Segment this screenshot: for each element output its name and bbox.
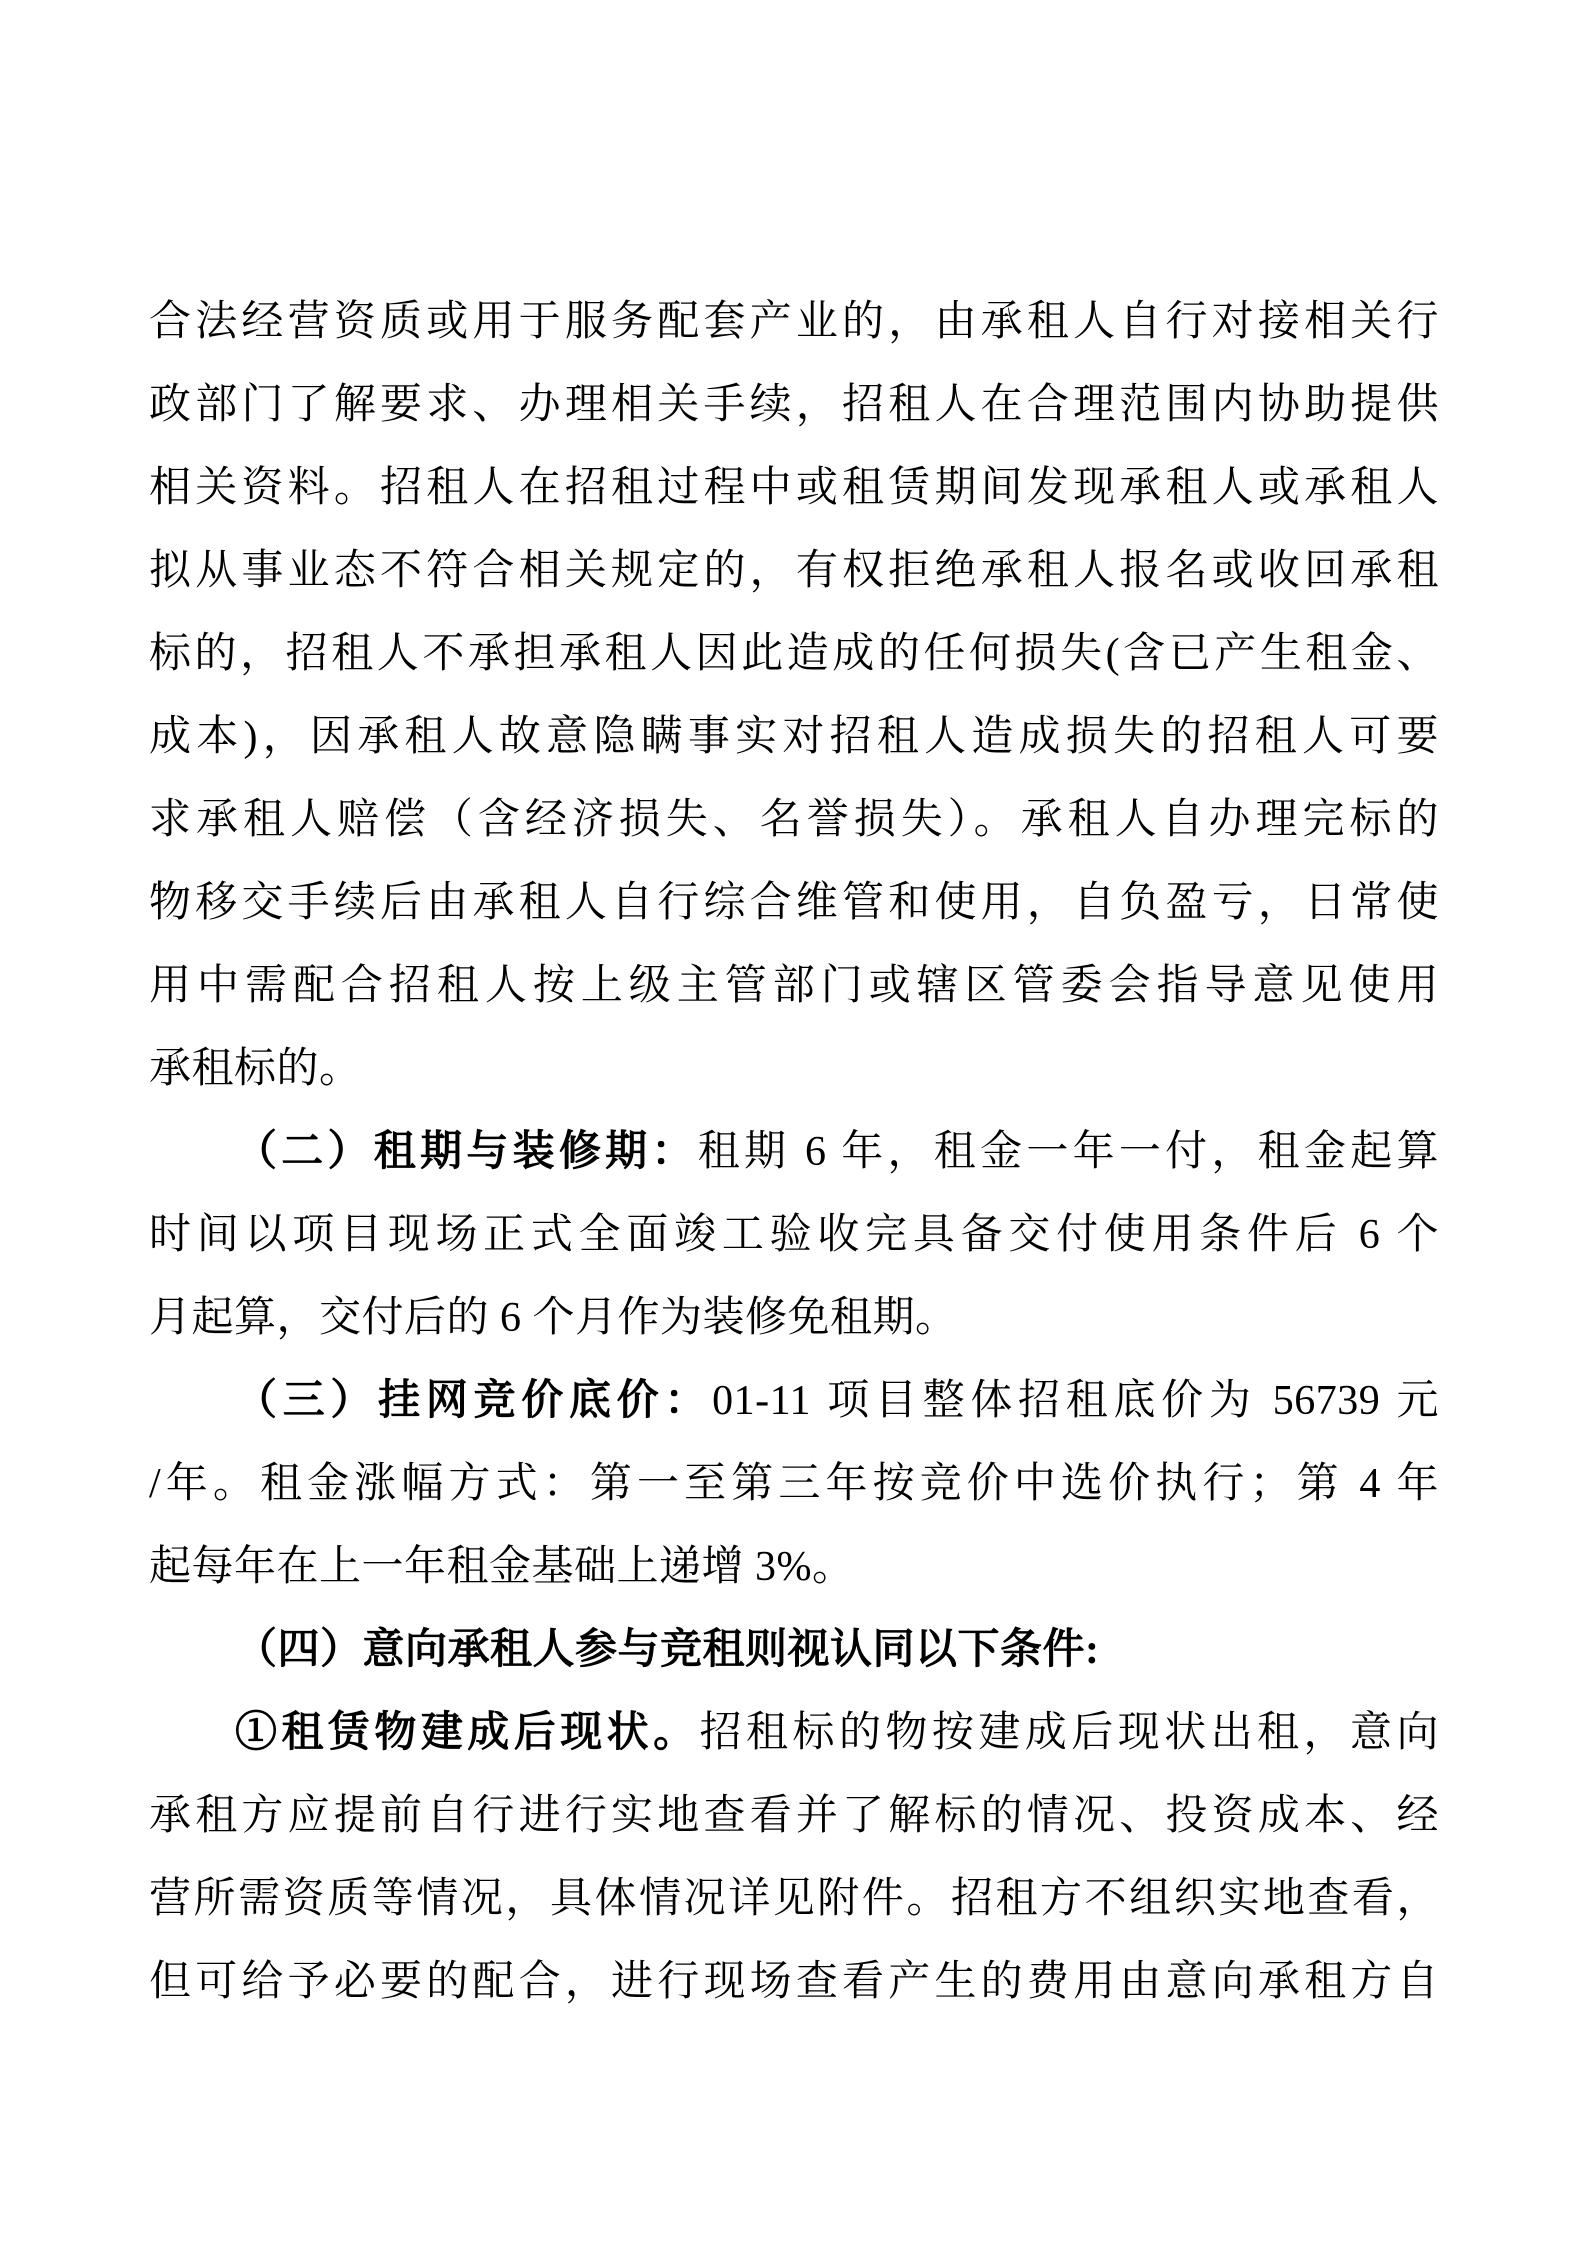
text-segment: 相关资料。招租人在招租过程中或租赁期间发现承租人或承租人: [149, 465, 1439, 511]
bold-text-segment: （四）意向承租人参与竞租则视认同以下条件:: [235, 1627, 1100, 1673]
bold-text-segment: （二）租期与装修期：: [235, 1129, 698, 1175]
text-segment: 用中需配合招租人按上级主管部门或辖区管委会指导意见使用: [149, 963, 1439, 1009]
text-segment: 承租方应提前自行进行实地查看并了解标的情况、投资成本、经: [149, 1793, 1439, 1839]
text-line: [149, 862, 1439, 945]
bold-text-segment: （三）挂网竞价底价：: [235, 1378, 713, 1424]
text-line: [149, 1028, 1439, 1111]
text-segment: 营所需资质等情况，具体情况详见附件。招租方不组织实地查看，: [149, 1876, 1439, 1922]
bold-text-segment: ①租赁物建成后现状。: [235, 1710, 700, 1756]
text-line: [149, 1775, 1439, 1858]
text-segment: 求承租人赔偿（含经济损失、名誉损失）。承租人自办理完标的: [149, 797, 1439, 843]
text-segment: 成本)，因承租人故意隐瞒事实对招租人造成损失的招租人可要: [149, 714, 1439, 760]
text-segment: 合法经营资质或用于服务配套产业的，由承租人自行对接相关行: [149, 299, 1439, 345]
text-line: [149, 779, 1439, 862]
text-line: [149, 1277, 1439, 1360]
text-line: [149, 1111, 1439, 1194]
text-segment: 物移交手续后由承租人自行综合维管和使用，自负盈亏，日常使: [149, 880, 1439, 926]
text-segment: /年。租金涨幅方式：第一至第三年按竞价中选价执行；第 4 年: [149, 1461, 1439, 1507]
text-segment: 但可给予必要的配合，进行现场查看产生的费用由意向承租方自: [149, 1959, 1439, 2005]
text-line: [149, 696, 1439, 779]
text-line: [149, 1526, 1439, 1609]
text-line: [149, 1194, 1439, 1277]
text-segment: 拟从事业态不符合相关规定的，有权拒绝承租人报名或收回承租: [149, 548, 1439, 594]
text-line: [149, 1858, 1439, 1941]
text-segment: 标的，招租人不承担承租人因此造成的任何损失(含已产生租金、: [149, 631, 1439, 677]
text-line: [149, 1941, 1439, 2024]
text-segment: 政部门了解要求、办理相关手续，招租人在合理范围内协助提供: [149, 382, 1439, 428]
text-segment: 月起算，交付后的 6 个月作为装修免租期。: [149, 1295, 958, 1341]
text-line: [149, 1443, 1439, 1526]
text-line: [149, 1360, 1439, 1443]
text-line: [149, 945, 1439, 1028]
text-segment: 招租标的物按建成后现状出租，意向: [699, 1710, 1439, 1756]
text-segment: 时间以项目现场正式全面竣工验收完具备交付使用条件后 6 个: [149, 1212, 1439, 1258]
text-segment: 01-11 项目整体招租底价为 56739 元: [712, 1378, 1439, 1424]
text-line: [149, 1609, 1439, 1692]
text-segment: 租期 6 年，租金一年一付，租金起算: [697, 1129, 1439, 1175]
text-line: [149, 364, 1439, 447]
text-line: [149, 530, 1439, 613]
text-segment: 承租标的。: [149, 1046, 362, 1092]
text-line: [149, 1692, 1439, 1775]
document-body: [149, 281, 1439, 2024]
text-line: [149, 447, 1439, 530]
text-line: [149, 281, 1439, 364]
text-line: [149, 613, 1439, 696]
text-segment: 起每年在上一年租金基础上递增 3%。: [149, 1544, 855, 1590]
